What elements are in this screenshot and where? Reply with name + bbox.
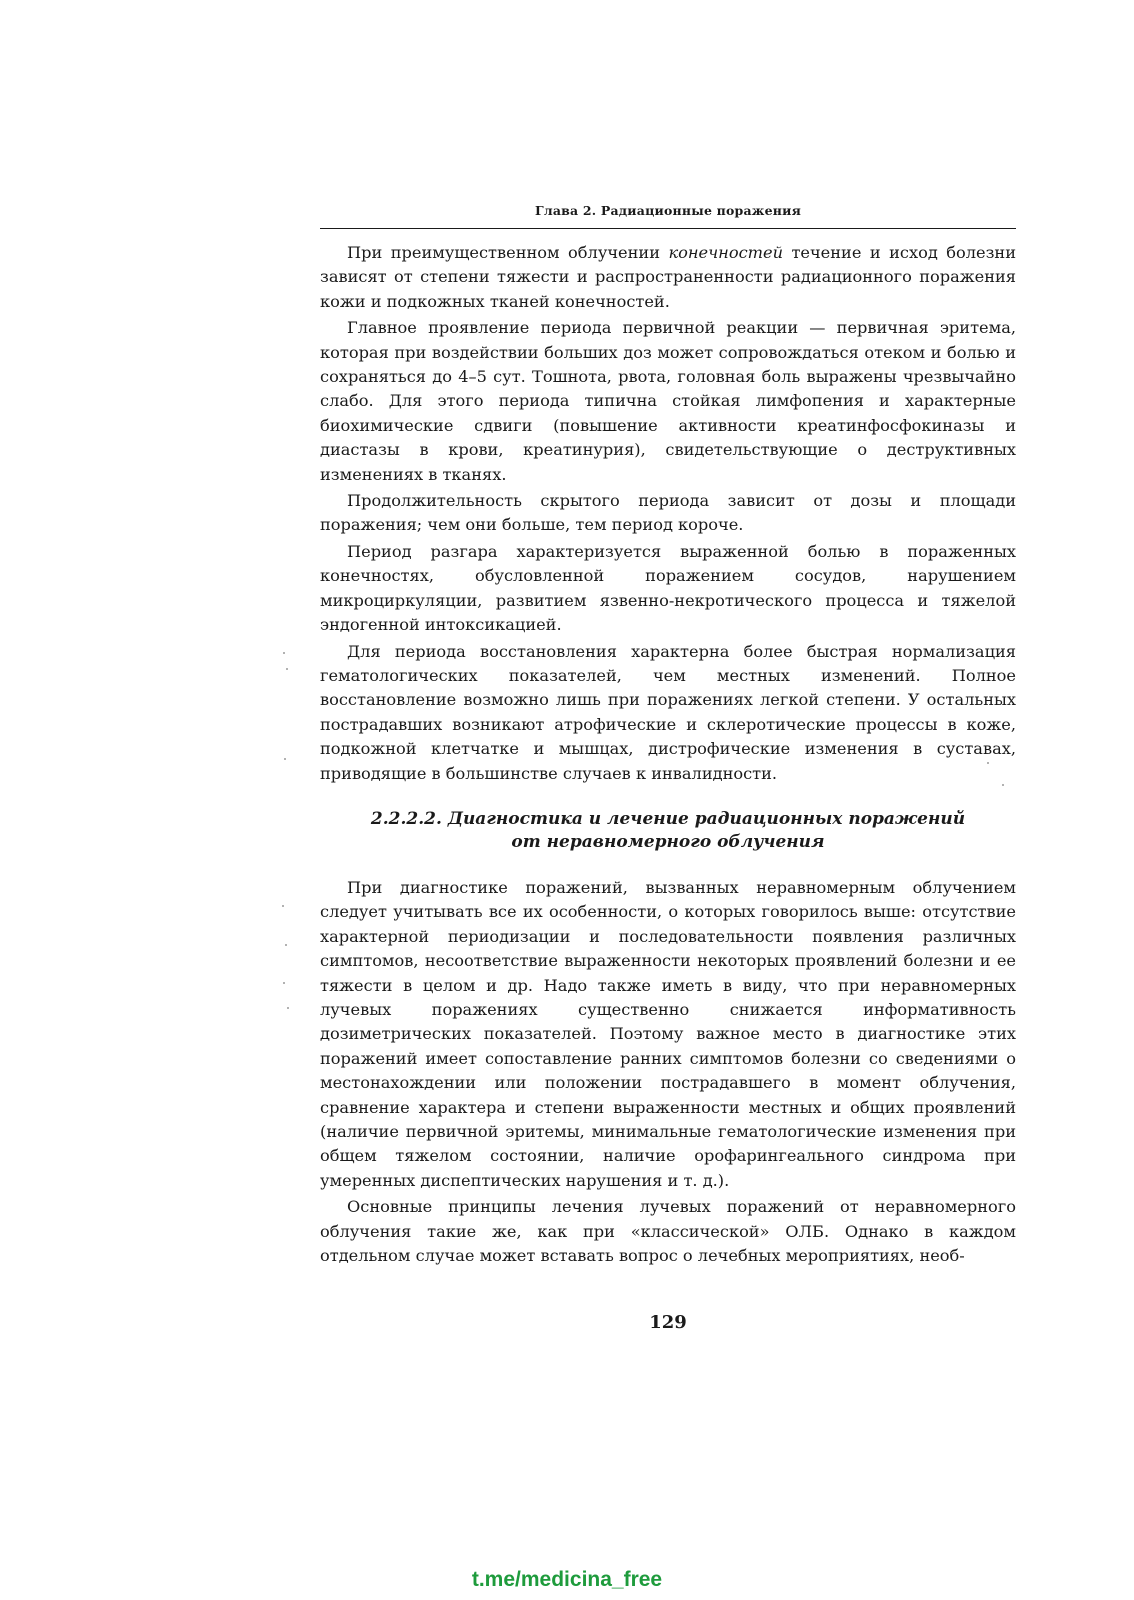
section-heading-line-2: от неравномерного облучения [511, 831, 825, 852]
paragraph-4: Период разгара характеризуется выраженной болью в пораженных конечностях, обусловленной поражением сосудов, нарушением микроциркуляции, развитием язвенно-некротического процесса и тяжелой эндогенной интоксикацией. [320, 541, 1016, 635]
running-header: Глава 2. Радиационные поражения [534, 203, 801, 218]
scan-artifact [285, 944, 287, 946]
section-paragraph-2: Основные принципы лечения лучевых поражений от неравномерного облучения такие же, как при «классической» ОЛБ. Однако в каждом отдельном случае может вставать вопрос о лечебных мероприятиях, необ- [320, 1197, 1016, 1266]
paragraph-1-emphasis: конечностей [668, 243, 783, 262]
page-number: 129 [649, 1312, 687, 1333]
paragraph-2: Главное проявление периода первичной реакции — первичная эритема, которая при воздействии больших доз может сопровождаться отеком и болью и сохраняться до 4–5 сут. Тошнота, рвота, головная боль выражены чрезвычайно слабо. Для этого периода типична стойкая лимфопения и характерные биохимические сдвиги (повышение активности креатинфосфокиназы и диастазы в крови, креатинурия), свидетельствующие о деструктивных изменениях в тканях. [320, 318, 1016, 484]
paragraph-1-start: При преимущественном облучении [347, 243, 669, 262]
scan-artifact [987, 762, 989, 764]
section-heading-line-1: 2.2.2.2. Диагностика и лечение радиационных поражений [370, 808, 966, 829]
paragraph-3: Продолжительность скрытого периода зависит от дозы и площади поражения; чем они больше, тем период короче. [320, 491, 1016, 535]
paragraph-5: Для периода восстановления характерна более быстрая нормализация гематологических показателей, чем местных изменений. Полное восстановление возможно лишь при поражениях легкой степени. У остальных пострадавших возникают атрофические и склеротические процессы в коже, подкожной клетчатке и мышцах, дистрофические изменения в суставах, приводящие в большинстве случаев к инвалидности. [320, 641, 1016, 783]
scan-artifact [283, 652, 285, 654]
scan-artifact [284, 758, 286, 760]
scan-artifact [286, 668, 288, 670]
scan-artifact [287, 1007, 289, 1009]
paragraph-1-end: течение и исход болезни зависят от степени тяжести и распространенности радиационного поражения кожи и подкожных тканей конечностей. [320, 243, 1016, 311]
scan-artifact [283, 982, 285, 984]
body-text [320, 241, 1016, 1270]
section-heading [320, 808, 1016, 854]
section-paragraph-1: При диагностике поражений, вызванных неравномерным облучением следует учитывать все их особенности, о которых говорилось выше: отсутствие характерной периодизации и последовательности появления различных симптомов, несоответствие выраженности некоторых проявлений болезни и ее тяжести в целом и др. Надо также иметь в виду, что при неравномерных лучевых поражениях существенно снижается информативность дозиметрических показателей. Поэтому важное место в диагностике этих поражений имеет сопоставление ранних симптомов болезни со сведениями о местонахождении или положении пострадавшего в момент облучения, сравнение характера и степени выраженности местных и общих проявлений (наличие первичной эритемы, минимальные гематологические изменения при общем тяжелом состоянии, наличие орофарингеального синдрома при умеренных диспептических нарушения и т. д.). [320, 877, 1016, 1190]
watermark-link[interactable]: t.me/medicina_free [471, 1568, 663, 1591]
header-rule [320, 228, 1016, 229]
paragraph-1 [320, 241, 1016, 314]
scan-artifact [1002, 784, 1004, 786]
scan-artifact [282, 905, 284, 907]
